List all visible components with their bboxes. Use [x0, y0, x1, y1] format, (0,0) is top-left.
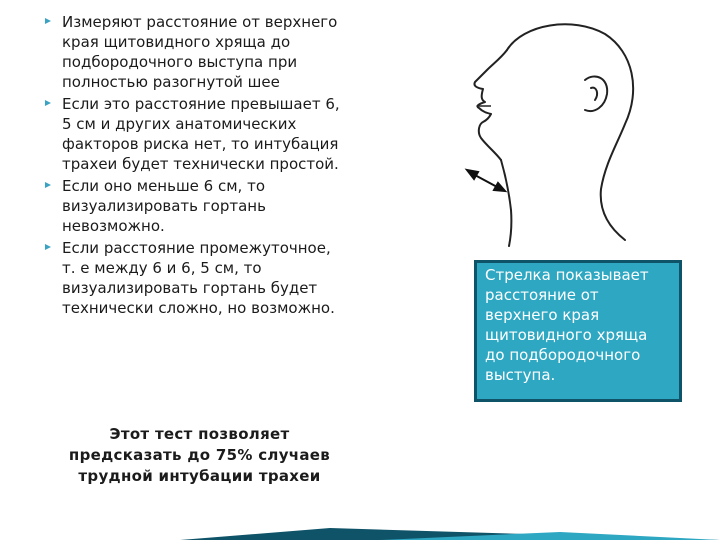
ear-outline — [585, 76, 607, 111]
corner-dark-wedge — [180, 528, 720, 540]
caption-text: Стрелка показывает расстояние от верхнего края щитовидного хряща до подбородочного выступа. — [485, 266, 649, 384]
bullet-text: Если это расстояние превышает 6, 5 см и других анатомических факторов риска нет, то интубация трахеи будет технически простой. — [62, 95, 340, 173]
bullet-text: Если расстояние промежуточное, т. е между 6 и 6, 5 см, то визуализировать гортань будет технически сложно, но возможно. — [62, 239, 335, 317]
bullet-item — [44, 176, 344, 236]
triangle-bullet-icon — [45, 18, 51, 24]
triangle-bullet-icon — [45, 244, 51, 250]
triangle-bullet-icon — [45, 100, 51, 106]
ear-inner — [591, 88, 597, 100]
face-profile — [474, 50, 507, 160]
skull-outline — [507, 24, 633, 240]
head-profile-illustration — [445, 14, 645, 249]
corner-light-wedge — [380, 532, 720, 540]
bullet-text: Измеряют расстояние от верхнего края щитовидного хряща до подбородочного выступа при полностью разогнутой шее — [62, 13, 338, 91]
neck-front — [501, 160, 511, 246]
bullet-list — [44, 12, 344, 320]
bullet-item — [44, 238, 344, 318]
caption-box — [474, 260, 682, 402]
conclusion-text: Этот тест позволяет предсказать до 75% случаев трудной интубации трахеи — [68, 425, 331, 485]
bullet-item — [44, 94, 344, 174]
bullet-item — [44, 12, 344, 92]
measurement-arrow — [467, 170, 505, 191]
bullet-text: Если оно меньше 6 см, то визуализировать гортань невозможно. — [62, 177, 266, 235]
triangle-bullet-icon — [45, 182, 51, 188]
